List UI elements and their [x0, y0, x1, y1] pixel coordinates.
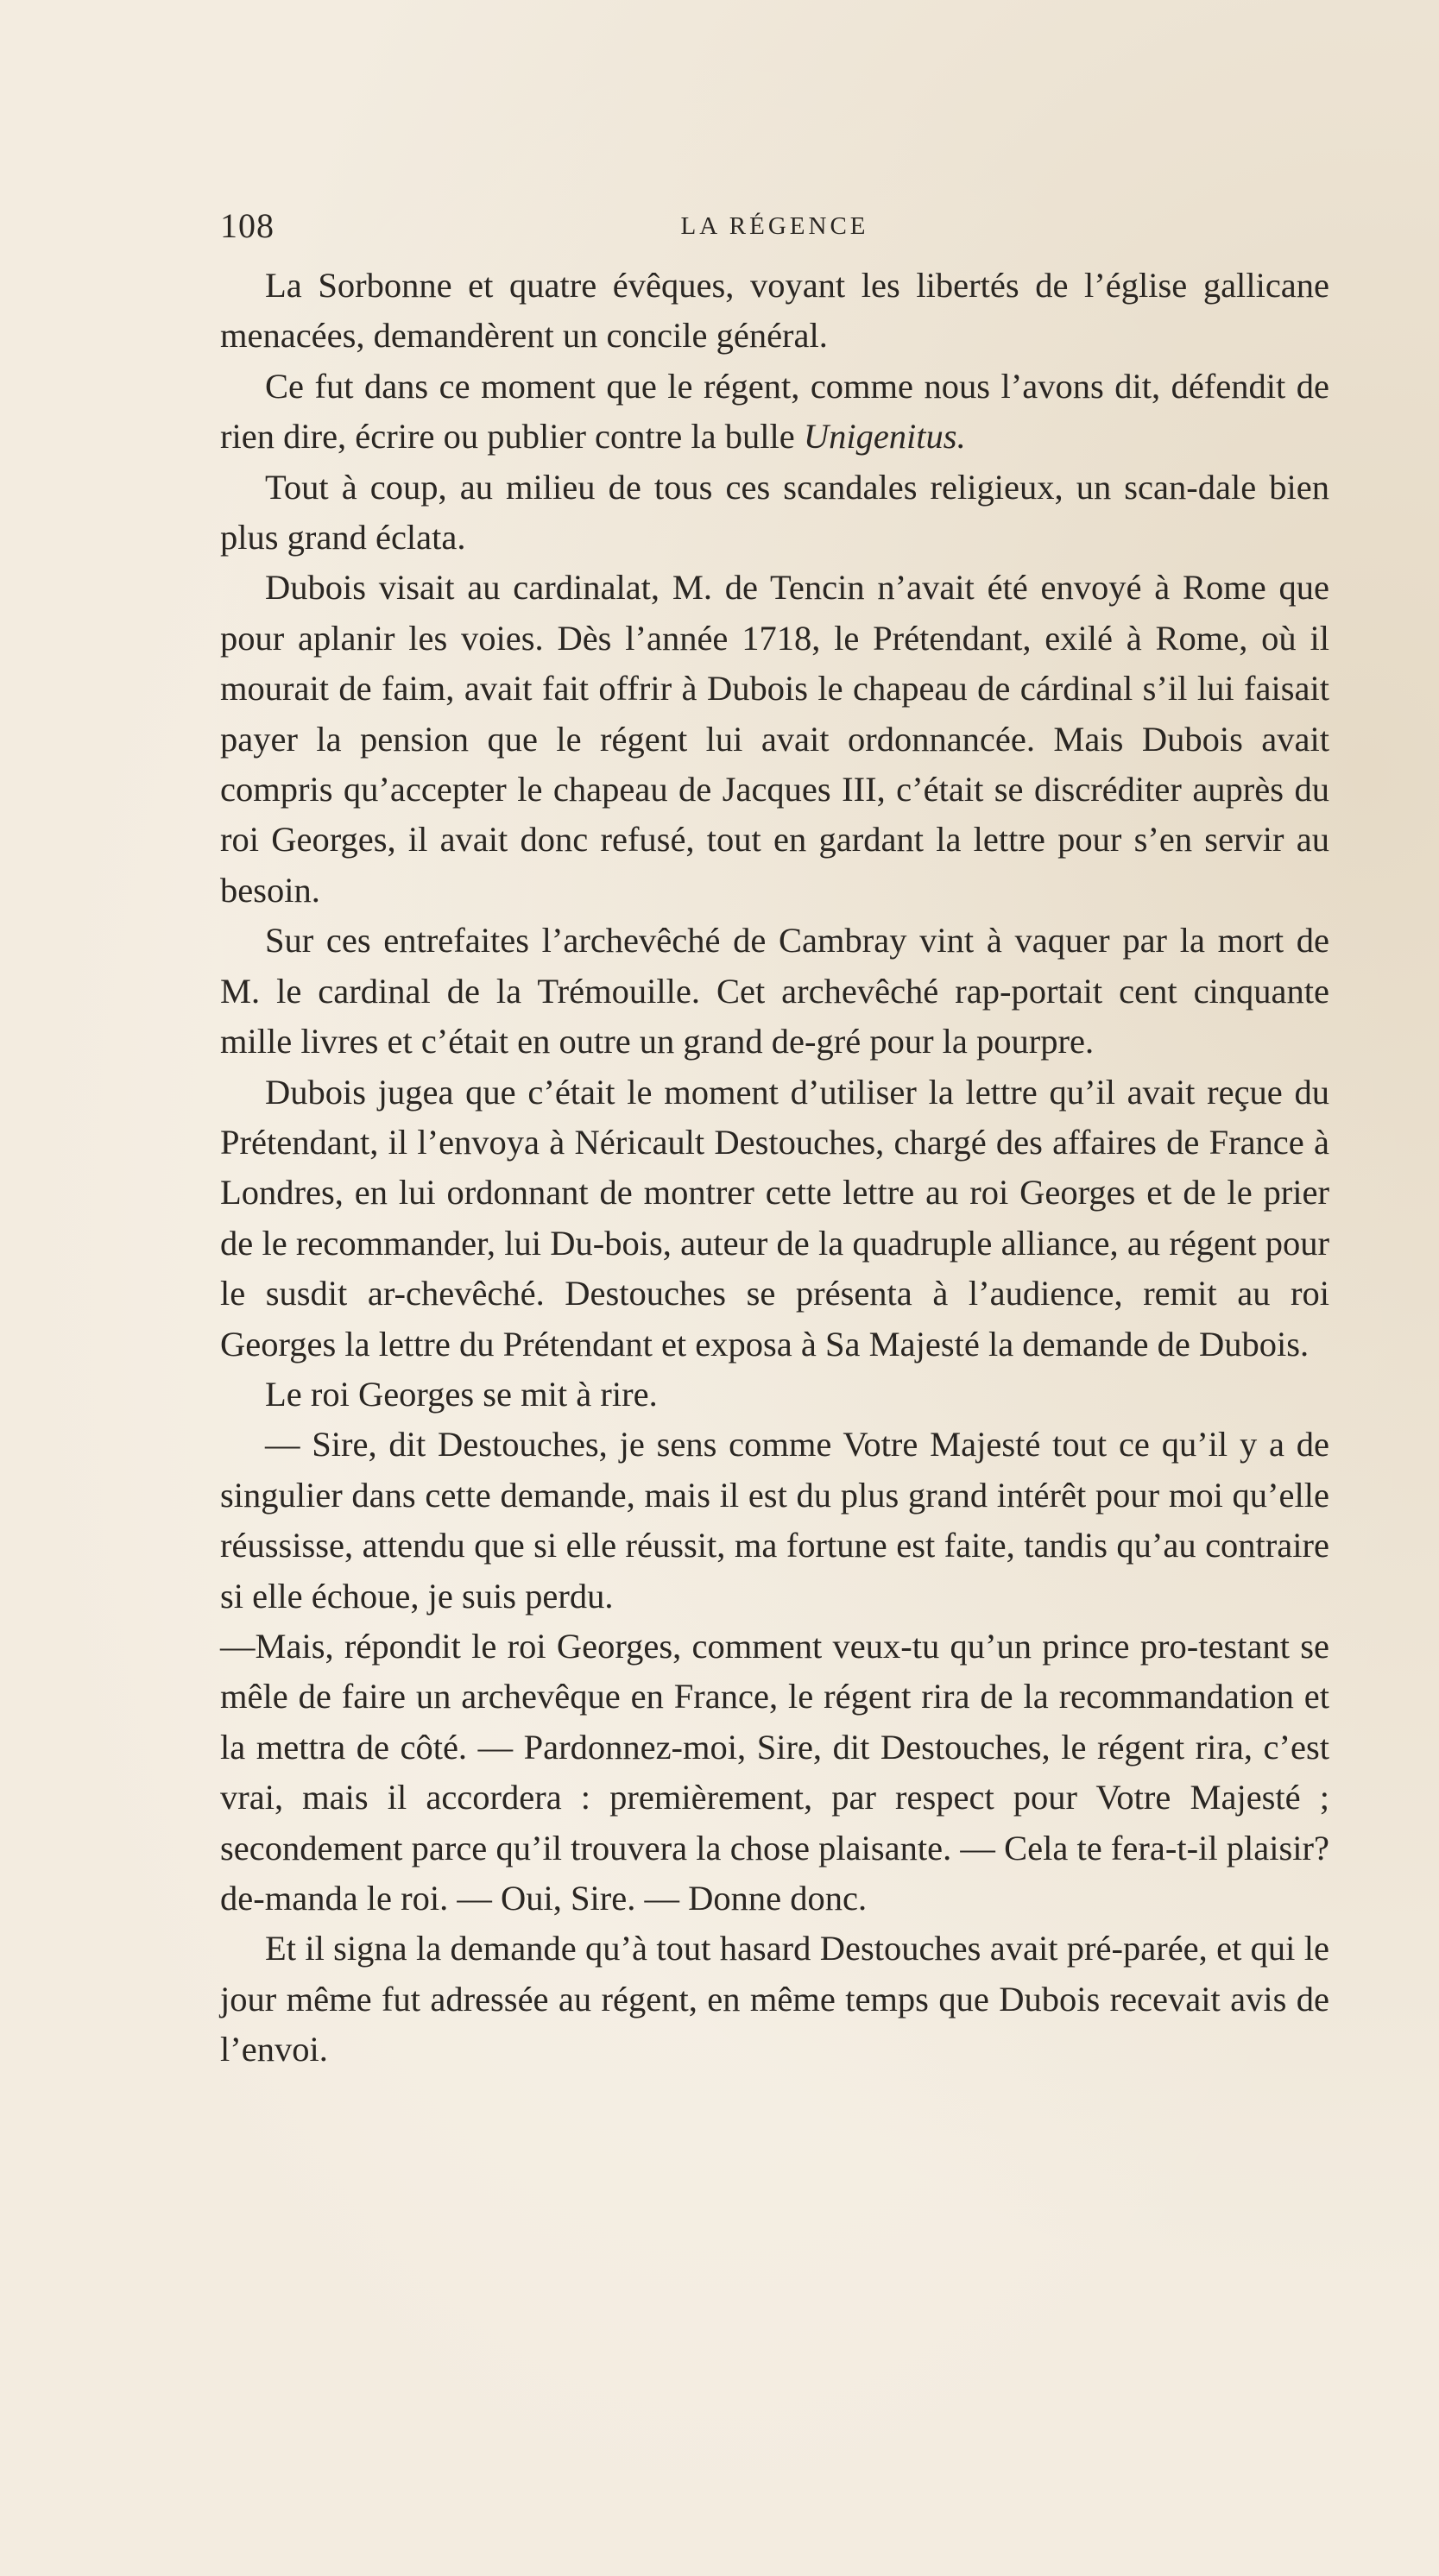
paragraph: — Sire, dit Destouches, je sens comme Votre Majesté tout ce qu’il y a de singulier dans cette demande, mais il est du plus grand intérêt pour moi qu’elle réussisse, attendu que si elle réussit, ma fortune est faite, tandis qu’au contraire si elle échoue, je suis perdu. [220, 1425, 1329, 1616]
paragraph: Et il signa la demande qu’à tout hasard Destouches avait pré-parée, et qui le jour même fut adressée au régent, en même temps que Dubois recevait avis de l’envoi. [220, 1929, 1329, 2069]
paragraph: Tout à coup, au milieu de tous ces scandales religieux, un scan-dale bien plus grand éclata. [220, 467, 1329, 557]
paragraph [220, 362, 1329, 463]
running-head [220, 205, 1329, 249]
text-body [220, 261, 1329, 2075]
italic-title: Unigenitus. [803, 417, 966, 457]
paragraph: Dubois jugea que c’était le moment d’utiliser la lettre qu’il avait reçue du Prétendant, il l’envoya à Néricault Destouches, chargé des affaires de France à Londres, en lui ordonnant de montrer cette lettre au roi Georges et de le prier de le recommander, lui Du-bois, auteur de la quadruple alliance, au régent pour le susdit ar-chevêché. Destouches se présenta à l’audience, remit au roi Georges la lettre du Prétendant et exposa à Sa Majesté la demande de Dubois. [220, 1072, 1329, 1364]
paragraph: Sur ces entrefaites l’archevêché de Cambray vint à vaquer par la mort de M. le cardinal de la Trémouille. Cet archevêché rap-portait cent cinquante mille livres et c’était en outre un grand de-gré pour la pourpre. [220, 921, 1329, 1061]
paragraph: Dubois visait au cardinalat, M. de Tencin n’avait été envoyé à Rome que pour aplanir les voies. Dès l’année 1718, le Prétendant, exilé à Rome, où il mourait de faim, avait fait offrir à Dubois le chapeau de cárdinal s’il lui faisait payer la pension que le régent lui avait ordonnancée. Mais Dubois avait compris qu’accepter le chapeau de Jacques III, c’était se discréditer auprès du roi Georges, il avait donc refusé, tout en gardant la lettre pour s’en servir au besoin. [220, 568, 1329, 910]
page-number: 108 [220, 206, 275, 245]
paragraph-text: Ce fut dans ce moment que le régent, comme nous l’avons dit, défendit de rien dire, écrire ou publier contre la bulle [220, 366, 1329, 457]
paragraph: La Sorbonne et quatre évêques, voyant les libertés de l’église gallicane menacées, demandèrent un concile général. [220, 266, 1329, 356]
paragraph: —Mais, répondit le roi Georges, comment veux-tu qu’un prince pro-testant se mêle de faire un archevêque en France, le régent rira de la recommandation et la mettra de côté. — Pardonnez-moi, Sire, dit Destouches, le régent rira, c’est vrai, mais il accordera : premièrement, par respect pour Votre Majesté ; secondement parce qu’il trouvera la chose plaisante. — Cela te fera-t-il plaisir? de-manda le roi. — Oui, Sire. — Donne donc. [220, 1626, 1329, 1918]
paragraph: Le roi Georges se mit à rire. [265, 1374, 658, 1414]
running-title: LA RÉGENCE [680, 212, 869, 240]
